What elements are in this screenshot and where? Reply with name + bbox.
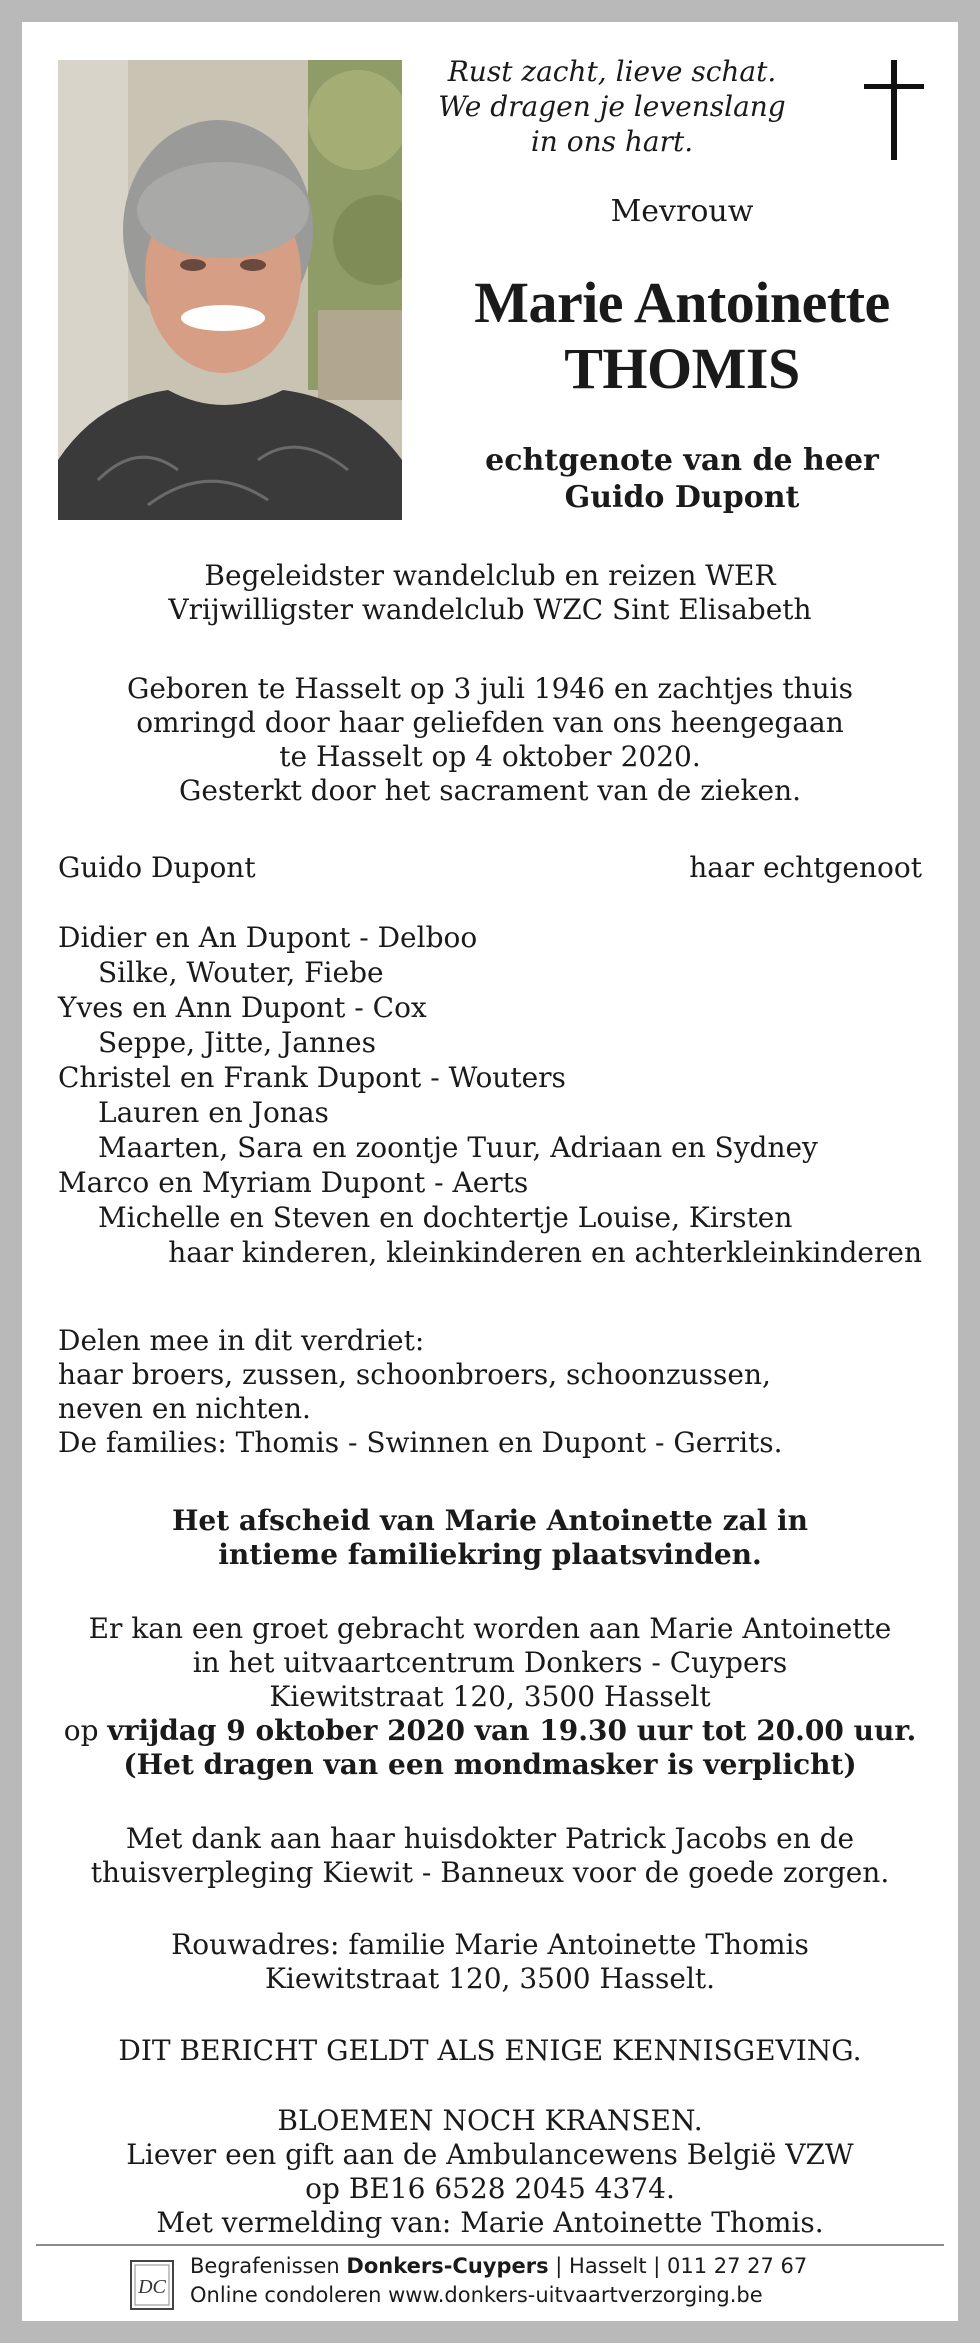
footer-text [190, 2252, 870, 2310]
text-line: Liever een gift aan de Ambulancewens België VZW [126, 2138, 854, 2171]
farewell-text [58, 1504, 922, 1572]
deceased-name [432, 270, 932, 402]
family-line: Michelle en Steven en dochtertje Louise, Kirsten [98, 1201, 793, 1234]
text-line: haar broers, zussen, schoonbroers, schoonzussen, [58, 1358, 771, 1391]
funeral-home-logo [130, 2260, 174, 2310]
footer-line-2: Online condoleren www.donkers-uitvaartverzorging.be [190, 2283, 763, 2307]
roles [58, 559, 922, 627]
text-line: neven en nichten. [58, 1392, 311, 1425]
salutation: Mevrouw [610, 194, 754, 229]
footer-prefix: Begrafenissen [190, 2254, 347, 2278]
cross-icon [864, 60, 924, 160]
logo-letters: DC [138, 2276, 166, 2298]
text-line: Met dank aan haar huisdokter Patrick Jacobs en de [125, 1822, 855, 1855]
obituary-card [22, 22, 958, 2321]
text-line: Kiewitstraat 120, 3500 Hasselt. [264, 1962, 716, 1995]
verse-line: Rust zacht, lieve schat. [447, 55, 777, 88]
text-line: intieme familiekring plaatsvinden. [218, 1538, 762, 1571]
footer-line-1 [190, 2252, 870, 2281]
role-line: Begeleidster wandelclub en reizen WER [204, 559, 776, 592]
greeting-text [58, 1612, 922, 1782]
text-line: op BE16 6528 2045 4374. [305, 2172, 675, 2205]
family-line: Marco en Myriam Dupont - Aerts [58, 1166, 529, 1199]
text-line: omringd door haar geliefden van ons heengegaan [136, 706, 844, 739]
spouse-line: Guido Dupont [564, 480, 800, 515]
last-name: THOMIS [564, 336, 800, 401]
mask-notice: (Het dragen van een mondmasker is verplicht) [123, 1748, 857, 1781]
text-line: Geboren te Hasselt op 3 juli 1946 en zachtjes thuis [126, 672, 854, 705]
family-line: Maarten, Sara en zoontje Tuur, Adriaan en Sydney [98, 1131, 818, 1164]
family-line: Seppe, Jitte, Jannes [98, 1026, 376, 1059]
family-line: Yves en Ann Dupont - Cox [58, 991, 427, 1024]
text-line: Met vermelding van: Marie Antoinette Thomis. [156, 2206, 824, 2239]
when-date: vrijdag 9 oktober 2020 van 19.30 uur tot 20.00 uur. [107, 1714, 917, 1747]
husband-relation: haar echtgenoot [689, 851, 922, 884]
thanks-text [58, 1822, 922, 1890]
footer-suffix: | Hasselt | 011 27 27 67 [548, 2254, 808, 2278]
text-line: in het uitvaartcentrum Donkers - Cuypers [192, 1646, 788, 1679]
spouse-info [432, 442, 932, 516]
text-line: te Hasselt op 4 oktober 2020. [279, 740, 701, 773]
husband-row [58, 851, 922, 885]
text-line: De families: Thomis - Swinnen en Dupont - Gerrits. [58, 1426, 783, 1459]
family-line: Lauren en Jonas [98, 1096, 329, 1129]
greeting-when [58, 1714, 922, 1748]
verse-line: in ons hart. [530, 125, 694, 158]
family-line: Silke, Wouter, Fiebe [98, 956, 384, 989]
text-line: Het afscheid van Marie Antoinette zal in [171, 1504, 809, 1537]
role-line: Vrijwilligster wandelclub WZC Sint Elisabeth [168, 593, 812, 626]
text-line: Er kan een groet gebracht worden aan Marie Antoinette [88, 1612, 892, 1645]
family-relation: haar kinderen, kleinkinderen en achterkleinkinderen [168, 1236, 922, 1269]
husband-name: Guido Dupont [58, 851, 256, 884]
text-line: Delen mee in dit verdriet: [58, 1324, 425, 1357]
footer-company: Donkers-Cuypers [346, 2254, 549, 2278]
text-line: DIT BERICHT GELDT ALS ENIGE KENNISGEVING. [118, 2034, 862, 2067]
sharing-text [58, 1324, 922, 1460]
flowers-text [58, 2104, 922, 2240]
notice-text [58, 2034, 922, 2068]
text-line: Kiewitstraat 120, 3500 Hasselt [269, 1680, 711, 1713]
portrait-photo [58, 60, 402, 520]
footer [130, 2252, 850, 2314]
divider [36, 2244, 944, 2246]
text-line: thuisverpleging Kiewit - Banneux voor de goede zorgen. [90, 1856, 890, 1889]
when-prefix: op [63, 1714, 108, 1747]
spouse-line: echtgenote van de heer [485, 443, 879, 478]
verse [432, 54, 792, 159]
verse-line: We dragen je levenslang [438, 90, 786, 123]
birth-death-text [58, 672, 922, 808]
text-line: Gesterkt door het sacrament van de zieken. [178, 774, 802, 807]
family-line: Didier en An Dupont - Delboo [58, 921, 478, 954]
family-line: Christel en Frank Dupont - Wouters [58, 1061, 566, 1094]
text-line: Rouwadres: familie Marie Antoinette Thomis [171, 1928, 809, 1961]
text-line: BLOEMEN NOCH KRANSEN. [277, 2104, 703, 2137]
family-list [58, 920, 922, 1270]
first-name: Marie Antoinette [474, 270, 890, 335]
address-text [58, 1928, 922, 1996]
